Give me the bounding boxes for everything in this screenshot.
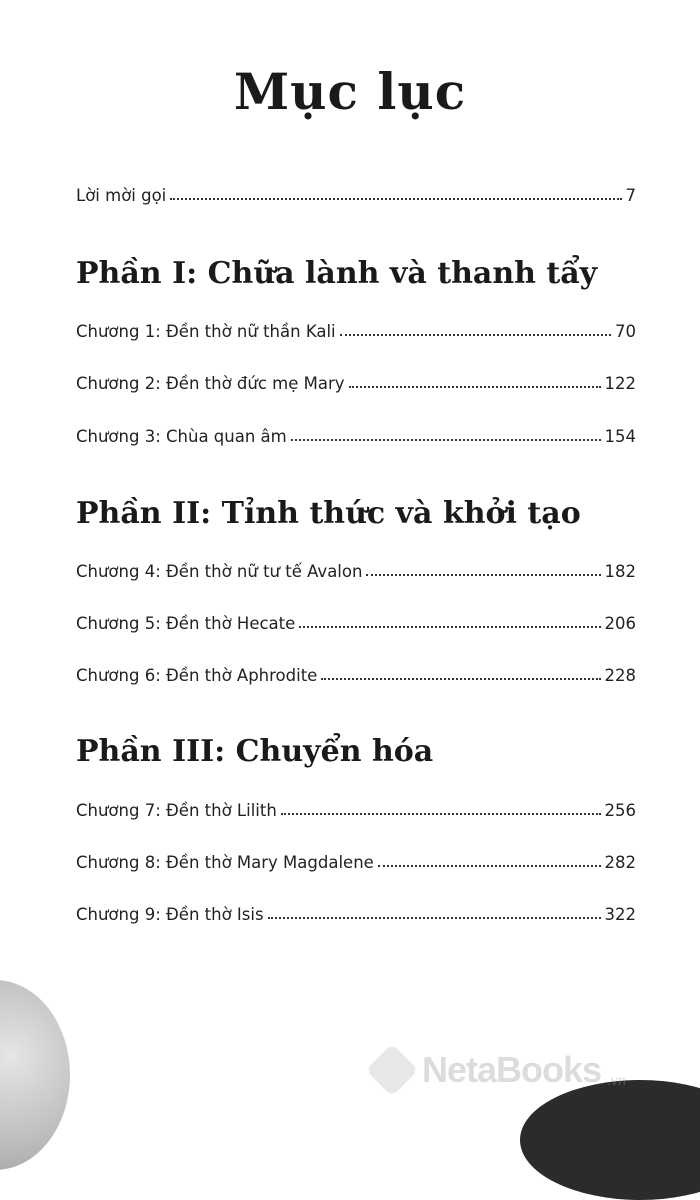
toc-entry-page: 122 bbox=[604, 374, 636, 393]
page-title: Mục lục bbox=[233, 62, 467, 121]
toc-entry-page: 256 bbox=[604, 801, 636, 820]
toc-entry-page: 206 bbox=[604, 614, 636, 633]
part-heading-1: Phần I: Chữa lành và thanh tẩy bbox=[76, 256, 598, 291]
toc-entry-intro[interactable] bbox=[76, 186, 636, 205]
watermark-tld: .vn bbox=[607, 1072, 626, 1088]
netabooks-logo-icon bbox=[366, 1044, 419, 1097]
toc-entry-page: 154 bbox=[604, 427, 636, 446]
toc-entry-chapter-2[interactable] bbox=[76, 374, 636, 393]
toc-entry-chapter-8[interactable] bbox=[76, 853, 636, 872]
dot-leader bbox=[268, 916, 601, 919]
dot-leader bbox=[299, 625, 600, 628]
toc-entry-label: Chương 3: Chùa quan âm bbox=[76, 427, 287, 446]
dot-leader bbox=[340, 333, 611, 336]
toc-entry-label: Chương 4: Đền thờ nữ tư tế Avalon bbox=[76, 562, 363, 581]
toc-entry-label: Chương 5: Đền thờ Hecate bbox=[76, 614, 296, 633]
toc-entry-page: 282 bbox=[604, 853, 636, 872]
toc-entry-label: Chương 9: Đền thờ Isis bbox=[76, 905, 264, 924]
dot-leader bbox=[321, 677, 600, 680]
toc-entry-page: 7 bbox=[625, 186, 636, 205]
dot-leader bbox=[170, 197, 621, 200]
toc-entry-label: Chương 2: Đền thờ đức mẹ Mary bbox=[76, 374, 345, 393]
toc-entry-page: 70 bbox=[615, 322, 636, 341]
decorative-illustration-bottom-right bbox=[520, 1080, 700, 1200]
dot-leader bbox=[281, 812, 601, 815]
dot-leader bbox=[349, 385, 601, 388]
dot-leader bbox=[291, 438, 601, 441]
toc-entry-page: 182 bbox=[604, 562, 636, 581]
toc-entry-chapter-9[interactable] bbox=[76, 905, 636, 924]
toc-entry-page: 228 bbox=[604, 666, 636, 685]
watermark-brand: NetaBooks bbox=[422, 1049, 602, 1090]
toc-entry-chapter-1[interactable] bbox=[76, 322, 636, 341]
part-heading-2: Phần II: Tỉnh thức và khởi tạo bbox=[76, 496, 581, 531]
toc-entry-chapter-7[interactable] bbox=[76, 801, 636, 820]
toc-entry-chapter-3[interactable] bbox=[76, 427, 636, 446]
dot-leader bbox=[366, 573, 600, 576]
toc-entry-label: Chương 8: Đền thờ Mary Magdalene bbox=[76, 853, 374, 872]
toc-entry-chapter-5[interactable] bbox=[76, 614, 636, 633]
toc-entry-label: Chương 7: Đền thờ Lilith bbox=[76, 801, 277, 820]
part-heading-3: Phần III: Chuyển hóa bbox=[76, 734, 434, 769]
toc-entry-chapter-4[interactable] bbox=[76, 562, 636, 581]
toc-entry-label: Lời mời gọi bbox=[76, 186, 167, 205]
dot-leader bbox=[378, 864, 601, 867]
decorative-illustration-bottom-left bbox=[0, 980, 70, 1170]
toc-entry-label: Chương 6: Đền thờ Aphrodite bbox=[76, 666, 318, 685]
toc-entry-label: Chương 1: Đền thờ nữ thần Kali bbox=[76, 322, 336, 341]
netabooks-watermark bbox=[368, 1046, 626, 1094]
toc-entry-chapter-6[interactable] bbox=[76, 666, 636, 685]
toc-entry-page: 322 bbox=[604, 905, 636, 924]
